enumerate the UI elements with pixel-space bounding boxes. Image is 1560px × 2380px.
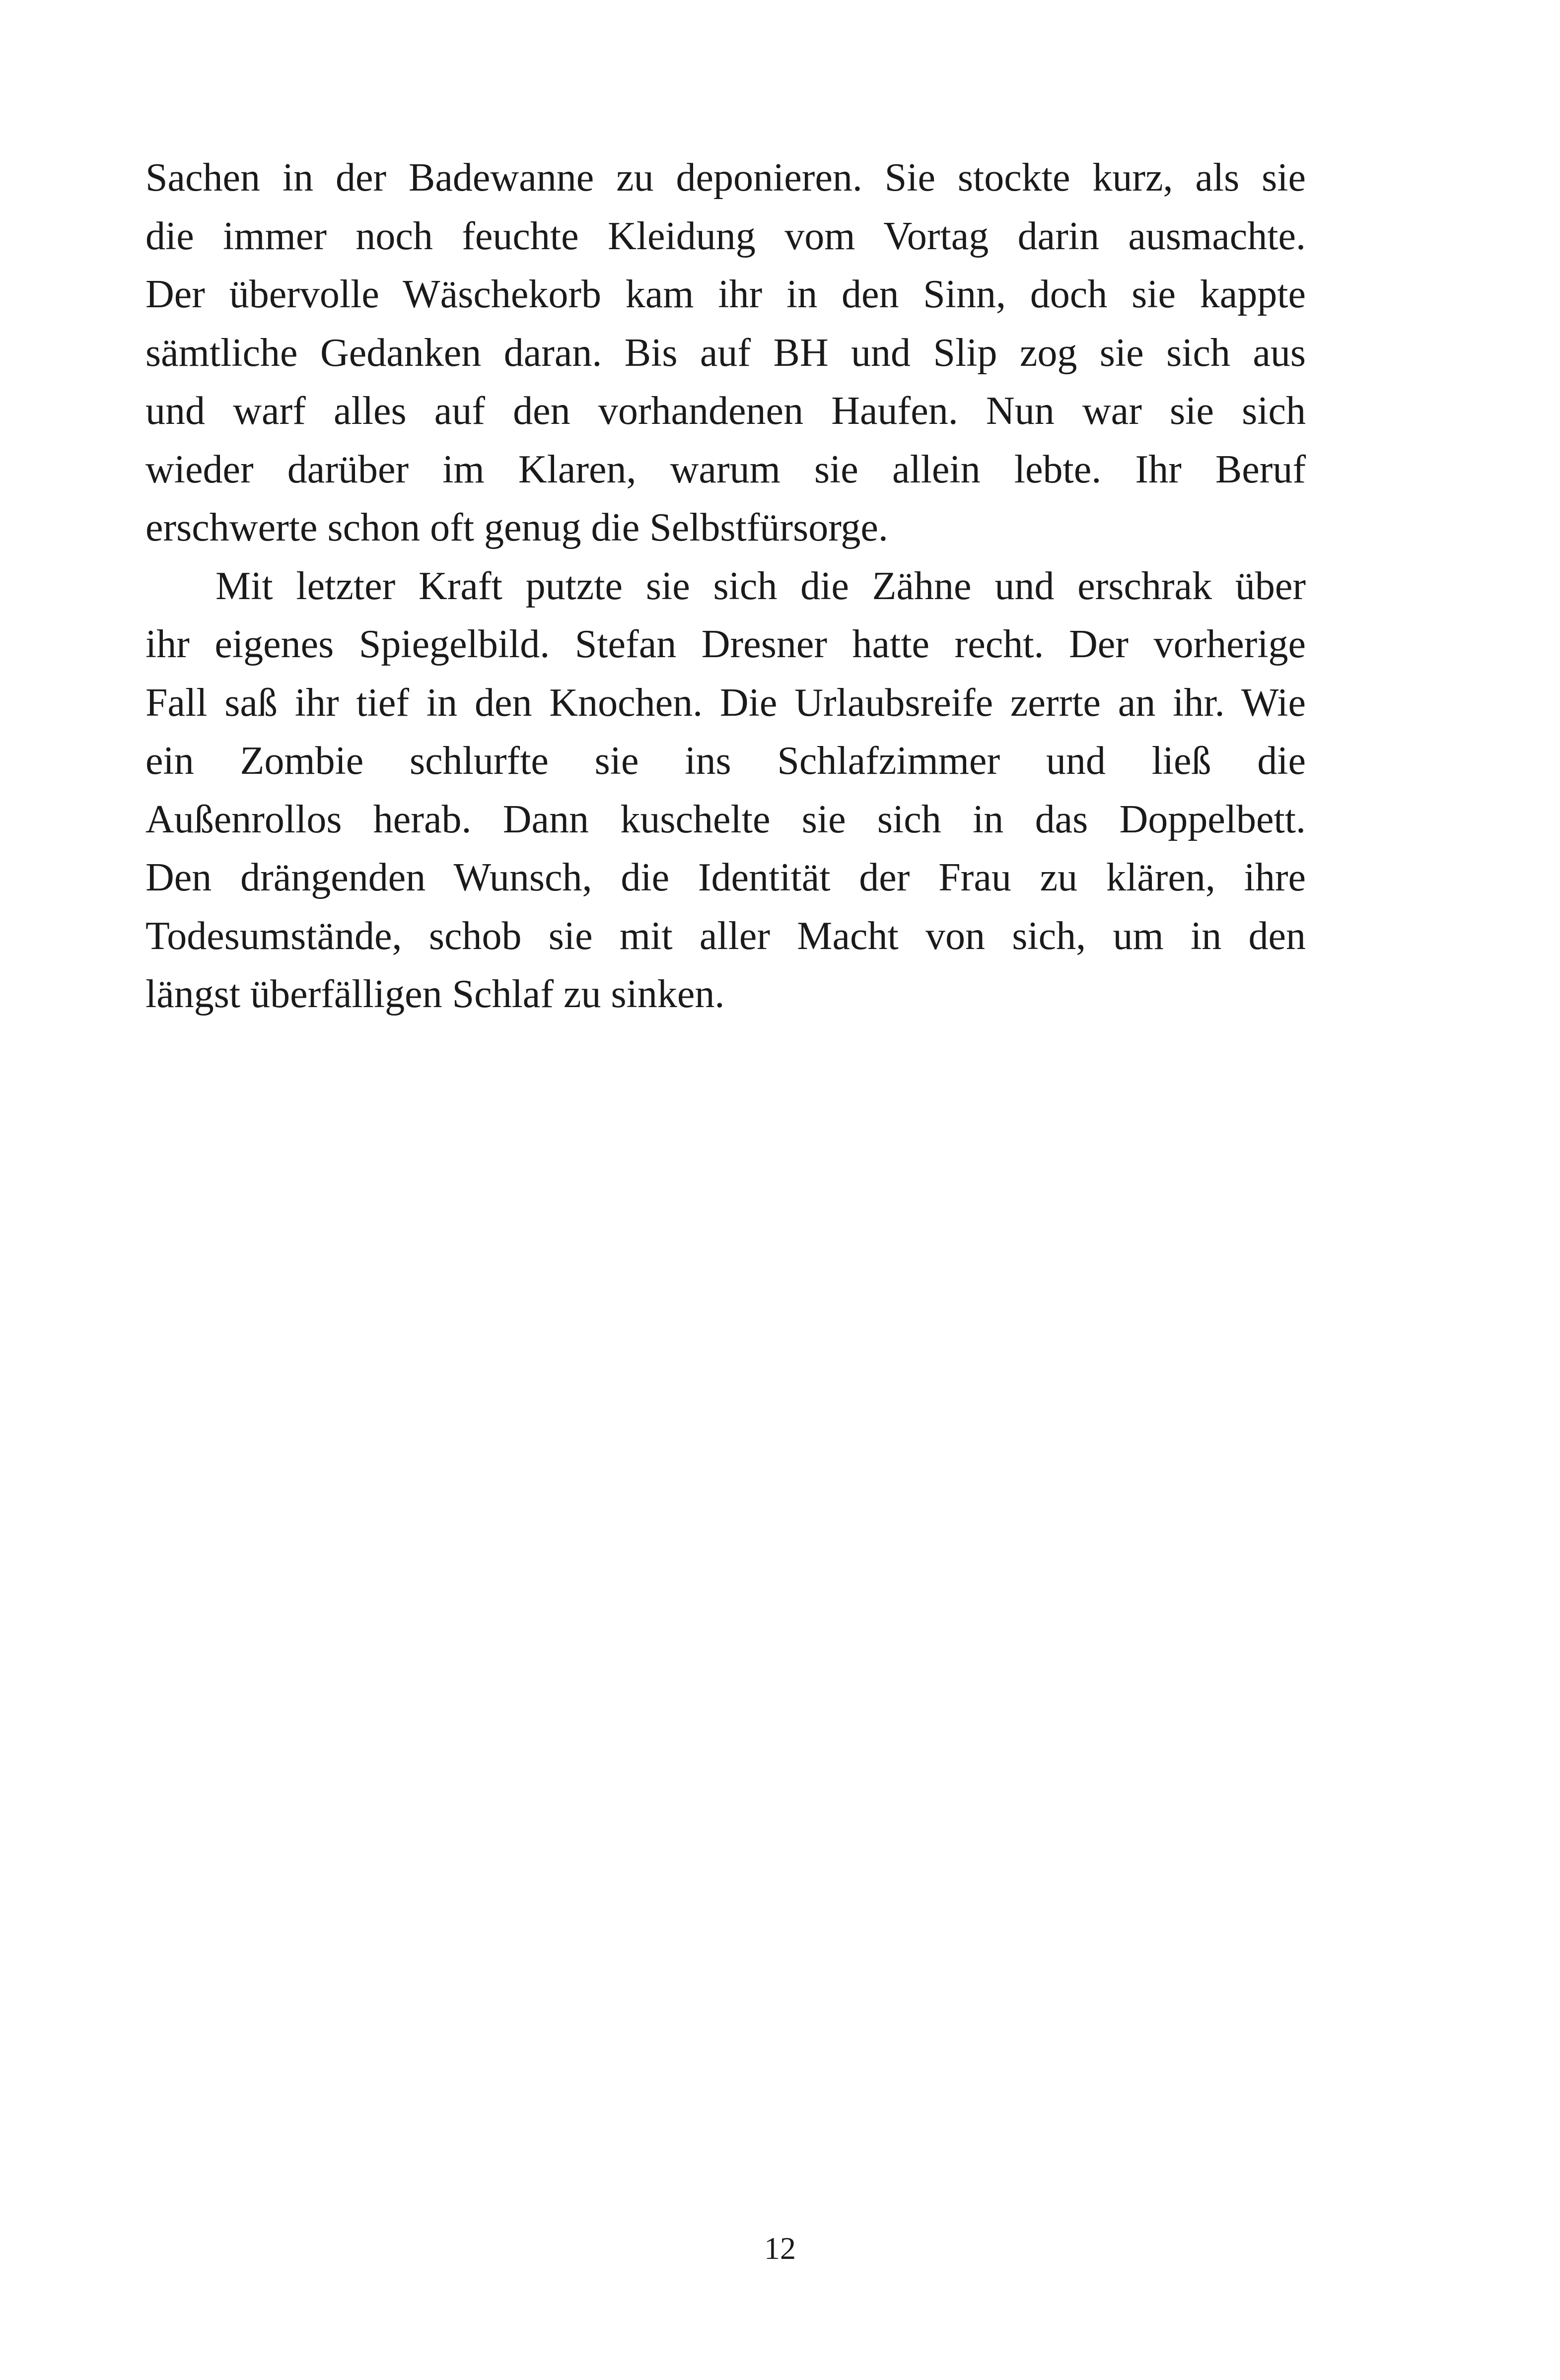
text-line: ein Zombie schlurfte sie ins Schlafzimmer und ließ die bbox=[145, 739, 1306, 783]
text-line: Fall saß ihr tief in den Knochen. Die Urlaubsreife zerrte an ihr. Wie bbox=[145, 680, 1306, 725]
text-line: sämtliche Gedanken daran. Bis auf BH und Slip zog sie sich aus bbox=[145, 331, 1306, 375]
text-line: Den drängenden Wunsch, die Identität der Frau zu klären, ihre bbox=[145, 856, 1306, 899]
text-line: und warf alles auf den vorhandenen Haufen. Nun war sie sich bbox=[145, 389, 1306, 433]
body-text bbox=[145, 149, 1306, 1024]
text-line: Der übervolle Wäschekorb kam ihr in den Sinn, doch sie kappte bbox=[145, 272, 1306, 316]
paragraph-1 bbox=[145, 149, 1306, 557]
page-number: 12 bbox=[764, 2231, 796, 2266]
paragraph-2 bbox=[145, 557, 1306, 1024]
text-line: ihr eigenes Spiegelbild. Stefan Dresner hatte recht. Der vorherige bbox=[145, 622, 1306, 666]
text-line: Mit letzter Kraft putzte sie sich die Zähne und erschrak über bbox=[215, 564, 1306, 608]
text-line: Sachen in der Badewanne zu deponieren. Sie stockte kurz, als sie bbox=[145, 156, 1306, 200]
text-line: wieder darüber im Klaren, warum sie allein lebte. Ihr Beruf bbox=[145, 447, 1306, 491]
text-line: Todesumstände, schob sie mit aller Macht von sich, um in den bbox=[145, 914, 1306, 958]
text-line: längst überfälligen Schlaf zu sinken. bbox=[145, 972, 725, 1016]
text-line: Außenrollos herab. Dann kuschelte sie sich in das Doppelbett. bbox=[145, 797, 1306, 841]
text-line: die immer noch feuchte Kleidung vom Vortag darin ausmachte. bbox=[145, 214, 1306, 258]
text-line: erschwerte schon oft genug die Selbstfürsorge. bbox=[145, 506, 888, 549]
